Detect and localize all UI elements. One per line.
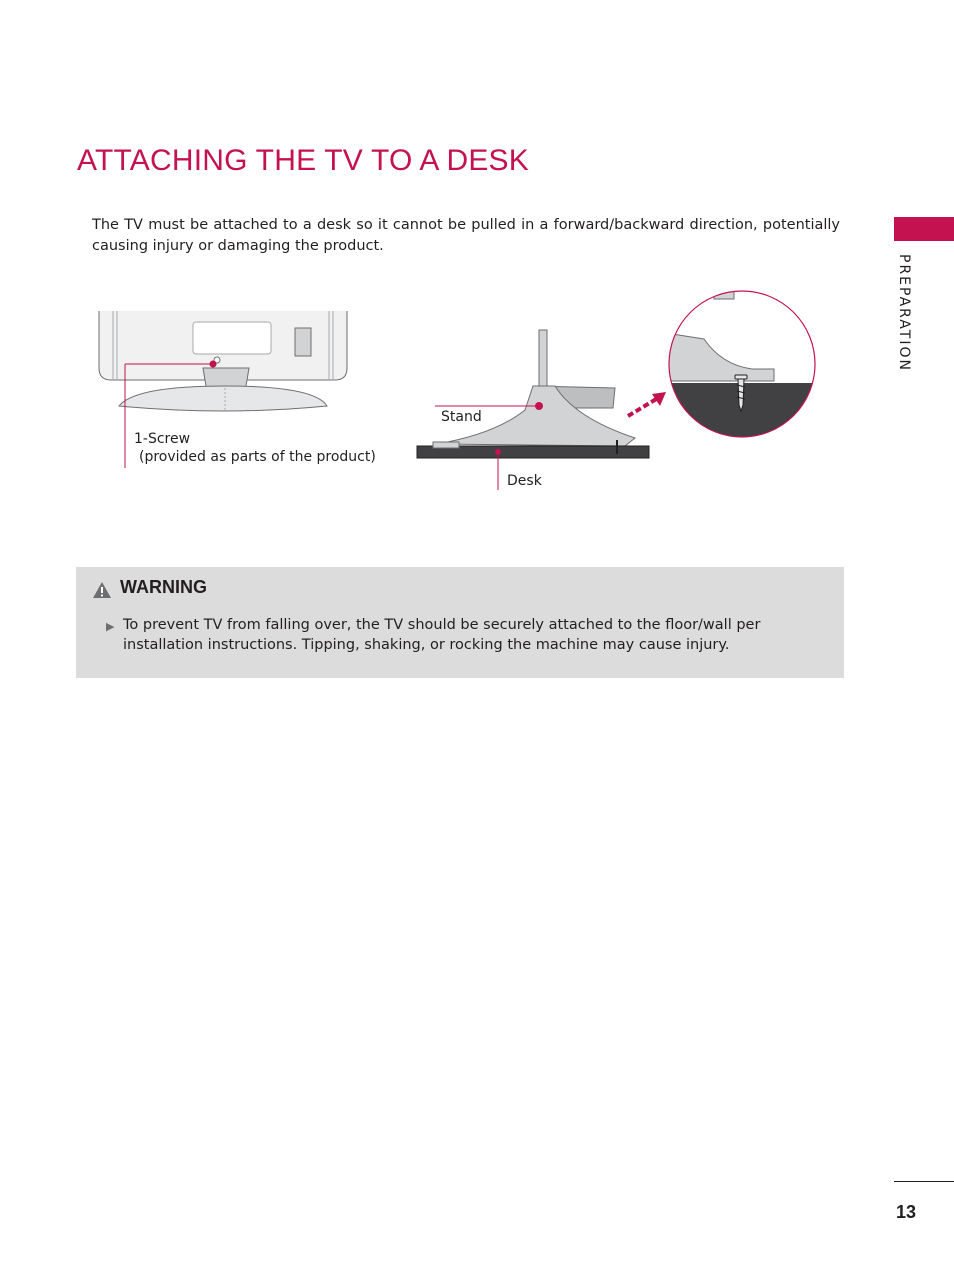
section-tab-label: PREPARATION (896, 254, 912, 372)
triangle-bullet-icon: ▶ (106, 621, 115, 633)
page-title: ATTACHING THE TV TO A DESK (77, 144, 529, 177)
screw-label: 1-Screw (134, 431, 191, 447)
warning-box (76, 567, 844, 678)
warning-title: WARNING (120, 577, 207, 597)
footer-rule (894, 1181, 954, 1182)
intro-paragraph: The TV must be attached to a desk so it cannot be pulled in a forward/backward direction, potentially causing injury or damaging the product. (92, 217, 840, 254)
screw-label-note: (provided as parts of the product) (139, 449, 376, 465)
warning-text: To prevent TV from falling over, the TV should be securely attached to the floor/wall per installation instructions. Tipping, shaking, or rocking the machine may cause injury. (123, 617, 761, 653)
warning-triangle-icon (92, 581, 112, 599)
screw-detail-illustration (666, 289, 820, 441)
tv-panel-side (539, 330, 547, 390)
stand-label: Stand (441, 409, 482, 425)
page-number: 13 (896, 1202, 917, 1222)
desk-label: Desk (507, 473, 542, 489)
section-tab-marker (894, 217, 954, 241)
zoom-arrow-icon (622, 388, 672, 422)
tv-stand-base (119, 386, 327, 412)
